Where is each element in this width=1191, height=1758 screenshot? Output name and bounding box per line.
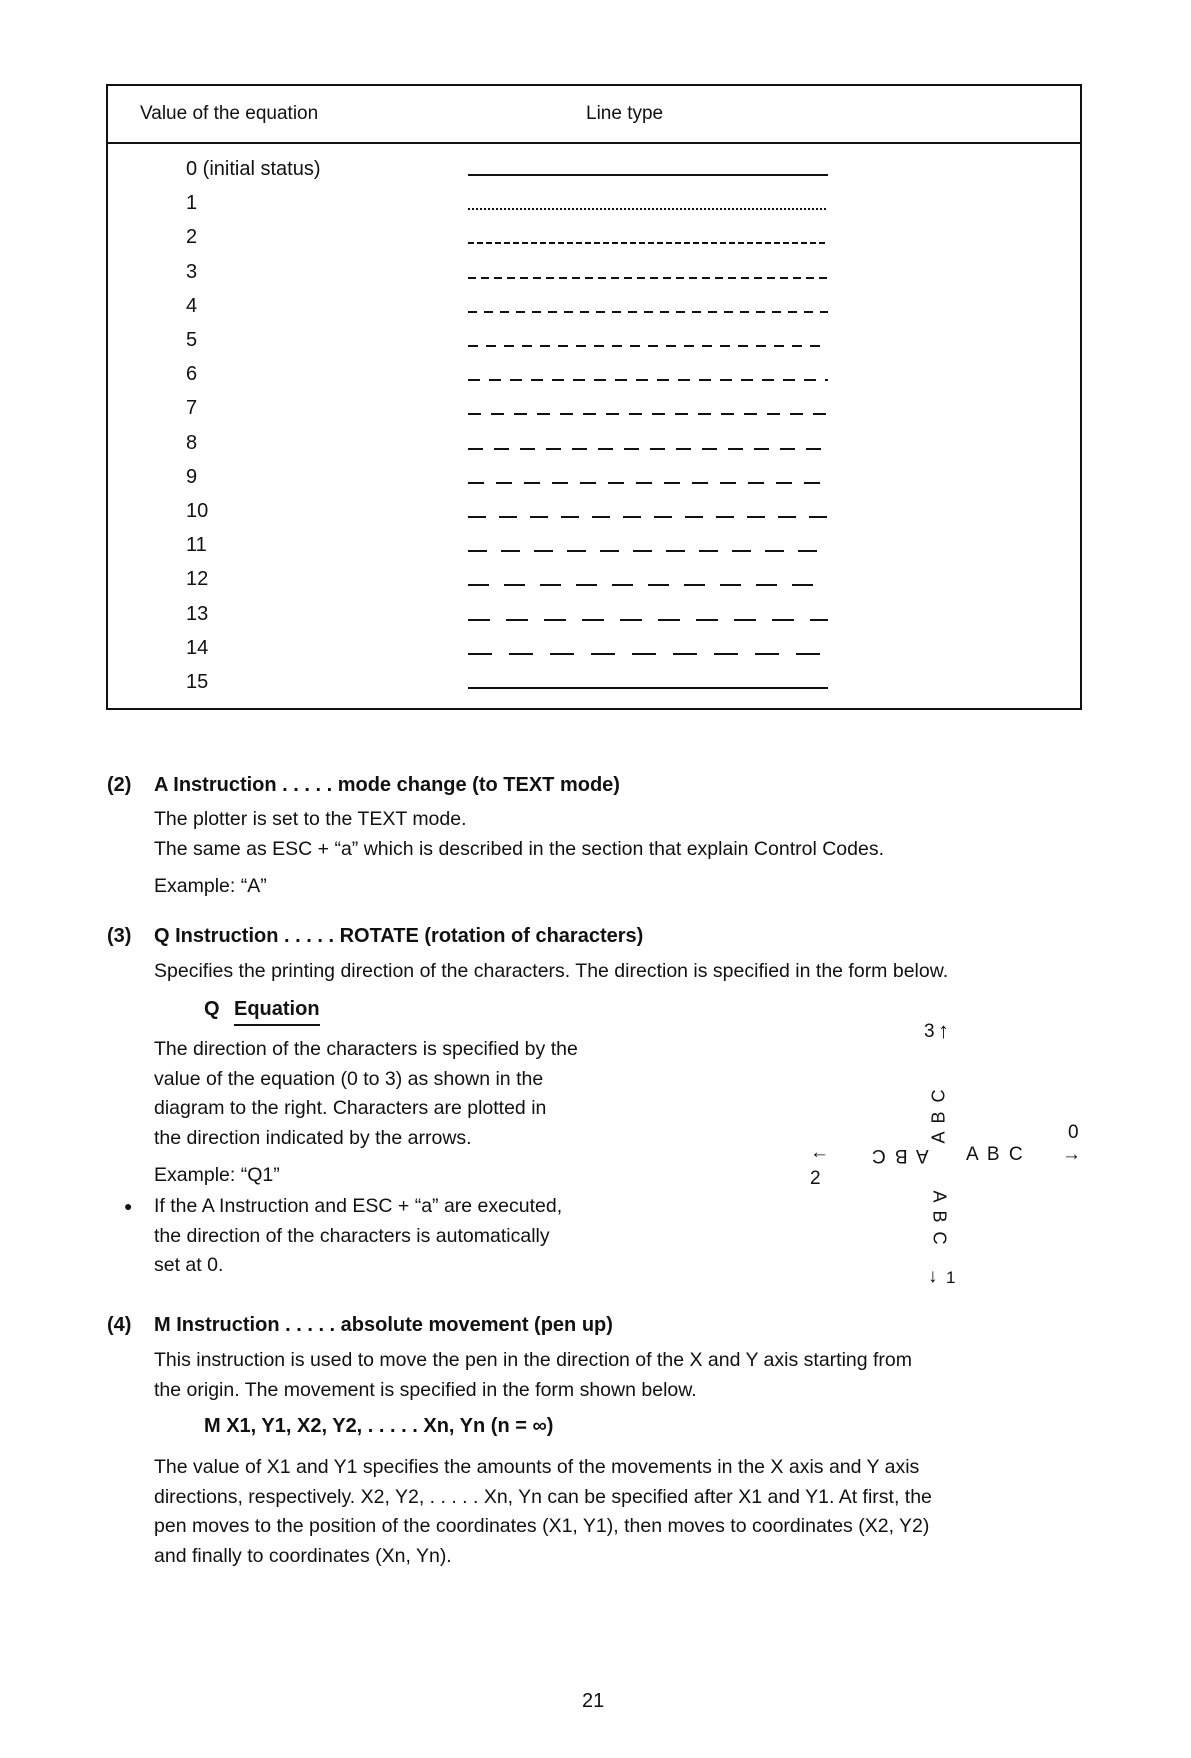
line-sample-15 xyxy=(468,685,828,691)
desc-line: The direction of the characters is specified by the xyxy=(154,1038,578,1060)
line-sample-1 xyxy=(468,206,828,212)
line-sample-12 xyxy=(468,582,828,588)
row-value-label: 7 xyxy=(186,397,198,420)
row-value-label: 3 xyxy=(186,260,198,283)
line-sample-7 xyxy=(468,411,828,417)
body-line: directions, respectively. X2, Y2, . . . . . Xn, Yn can be specified after X1 and Y1. At first, the xyxy=(154,1485,932,1508)
note-line: set at 0. xyxy=(154,1254,224,1276)
section-4-intro-2: the origin. The movement is specified in the form shown below. xyxy=(154,1379,697,1401)
arrow-right-icon: → xyxy=(1062,1144,1081,1165)
body-line: and finally to coordinates (Xn, Yn). xyxy=(154,1544,452,1567)
section-4-title: M Instruction . . . . . absolute movement (pen up) xyxy=(154,1314,613,1336)
chars-direction-0: A B C xyxy=(966,1144,1025,1165)
table-header xyxy=(108,86,1080,144)
line-sample-9 xyxy=(468,480,828,486)
row-value-label: 1 xyxy=(186,192,198,215)
section-3-example: Example: “Q1” xyxy=(154,1164,280,1186)
line-sample-5 xyxy=(468,343,828,349)
section-3-number: (3) xyxy=(107,925,132,947)
chars-rotated-up: A B C xyxy=(928,1087,949,1144)
row-value-label: 12 xyxy=(186,568,209,591)
direction-2-label: 2 xyxy=(810,1168,821,1189)
row-value-label: 13 xyxy=(186,602,209,625)
row-value-label: 15 xyxy=(186,671,209,693)
line-sample-14 xyxy=(468,651,828,657)
chars-rotated-left: A B C xyxy=(870,1145,929,1166)
line-sample-11 xyxy=(468,548,828,554)
line-type-table xyxy=(106,84,1082,710)
form-equation: Equation xyxy=(234,998,320,1026)
line-sample-3 xyxy=(468,275,828,281)
section-3-description xyxy=(154,1035,654,1153)
rotation-diagram xyxy=(790,1010,1090,1290)
row-value-label: 8 xyxy=(186,431,198,454)
section-2-example: Example: “A” xyxy=(154,875,267,897)
body-line: pen moves to the position of the coordinates (X1, Y1), then moves to coordinates (X2, Y2) xyxy=(154,1515,930,1537)
section-4-body xyxy=(154,1453,1084,1571)
note-line: If the A Instruction and ESC + “a” are executed, xyxy=(154,1195,563,1217)
section-3-intro: Specifies the printing direction of the characters. The direction is specified in the form below. xyxy=(154,960,949,982)
chars-rotated-down: A B C xyxy=(929,1190,950,1247)
section-4-intro-1: This instruction is used to move the pen in the direction of the X and Y axis starting from xyxy=(154,1349,913,1371)
row-value-label: 14 xyxy=(186,636,209,659)
page-number: 21 xyxy=(582,1690,605,1712)
column-header-value: Value of the equation xyxy=(140,103,319,124)
body-line: The value of X1 and Y1 specifies the amounts of the movements in the X axis and Y axis xyxy=(154,1456,920,1478)
row-value-label: 2 xyxy=(186,226,198,249)
section-2-line-1: The plotter is set to the TEXT mode. xyxy=(154,808,467,830)
row-value-label: 4 xyxy=(186,294,198,317)
line-sample-8 xyxy=(468,446,828,452)
bullet-icon: ● xyxy=(124,1198,133,1214)
line-sample-0 xyxy=(468,172,828,178)
row-value-label: 0 (initial status) xyxy=(186,158,321,180)
arrow-up-icon: ↑ xyxy=(938,1018,949,1043)
row-value-label: 10 xyxy=(186,500,209,522)
arrow-left-icon: ← xyxy=(810,1142,829,1163)
section-2-number: (2) xyxy=(107,774,132,796)
column-header-line-type: Line type xyxy=(586,103,664,124)
line-sample-2 xyxy=(468,240,828,246)
section-2-title: A Instruction . . . . . mode change (to TEXT mode) xyxy=(154,774,620,796)
direction-3-label: 3 xyxy=(924,1021,935,1042)
line-sample-4 xyxy=(468,309,828,315)
form-q: Q xyxy=(204,998,220,1020)
desc-line: value of the equation (0 to 3) as shown in the xyxy=(154,1067,544,1090)
section-4-number: (4) xyxy=(107,1314,132,1336)
desc-line: diagram to the right. Characters are plotted in xyxy=(154,1097,547,1119)
note-line: the direction of the characters is automatically xyxy=(154,1224,550,1247)
section-3-note xyxy=(154,1192,654,1281)
desc-line: the direction indicated by the arrows. xyxy=(154,1126,472,1149)
line-sample-13 xyxy=(468,617,828,623)
row-value-label: 11 xyxy=(186,534,207,557)
row-value-label: 6 xyxy=(186,363,198,386)
direction-1-label: 1 xyxy=(946,1268,956,1287)
line-sample-6 xyxy=(468,377,828,383)
line-sample-10 xyxy=(468,514,828,520)
section-2-line-2: The same as ESC + “a” which is described in the section that explain Control Codes. xyxy=(154,838,884,860)
arrow-down-icon: ↓ xyxy=(928,1266,938,1287)
section-4-form: M X1, Y1, X2, Y2, . . . . . Xn, Yn (n = ∞) xyxy=(204,1415,554,1437)
direction-0-label: 0 xyxy=(1068,1122,1079,1143)
section-3-title: Q Instruction . . . . . ROTATE (rotation of characters) xyxy=(154,925,644,947)
row-value-label: 5 xyxy=(186,329,198,351)
row-value-label: 9 xyxy=(186,465,198,488)
